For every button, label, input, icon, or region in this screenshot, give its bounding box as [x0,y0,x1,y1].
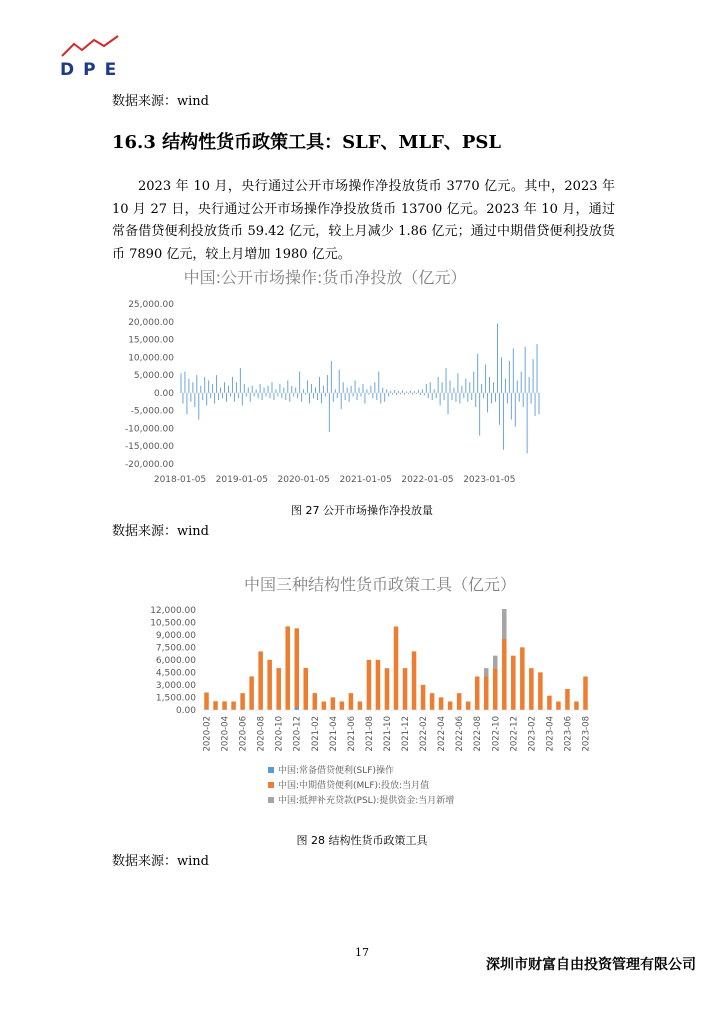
figure-caption: 图 27 公开市场操作净投放量 [291,504,433,517]
stacked-bar-segment [547,696,552,710]
y-tick-label: 4,500.00 [155,668,196,679]
y-tick-label: 7,500.00 [155,643,196,654]
stacked-bar-segment [349,693,354,710]
page-number: 17 [355,946,369,959]
x-tick-label: 2022-01-05 [401,475,454,485]
y-tick-label: 6,000.00 [155,656,196,666]
stacked-bar-segment [484,668,489,676]
stacked-bar-segment [285,626,290,709]
stacked-bar-segment [529,668,534,710]
x-tick-label: 2021-10 [382,716,393,752]
x-tick-label: 2022-08 [473,716,484,752]
y-tick-label: 25,000.00 [128,300,174,310]
stacked-bar-segment [502,639,507,710]
stacked-bar-segment [493,656,498,669]
stacked-bar-segment [258,651,263,709]
stacked-bar-segment [403,668,408,710]
legend-swatch [268,767,274,773]
x-tick-label: 2021-12 [401,716,412,752]
chart-title: 中国:公开市场操作:货币净投放（亿元） [183,268,467,287]
stacked-bar-segment [249,676,254,709]
stacked-bar-segment [222,701,227,709]
stacked-bar-segment [276,668,281,710]
stacked-bar-segment [421,685,426,710]
x-tick-label: 2020-12 [292,716,303,752]
stacked-bar-segment [294,628,299,707]
x-tick-label: 2022-12 [509,716,520,752]
x-tick-label: 2023-06 [563,716,574,752]
legend-label: 中国:中期借贷便利(MLF):投放:当月值 [278,781,430,791]
y-tick-label: 10,500.00 [150,618,196,629]
x-tick-label: 2020-08 [256,716,267,752]
stacked-bar-segment [457,693,462,710]
paragraph-text: 2023 年 10 月，央行通过公开市场操作净投放货币 3770 亿元。其中，2023 年 10 月 27 日，央行通过公开市场操作净投放货币 13700 亿元。2023 年 10 月，通过常备借贷便利投放货币 59.42 亿元，较上月减少 1.86 亿元；通过中期借贷便利投放货币 7890 亿元，较上月增加 1980 亿元。 [112,179,615,262]
legend-label: 中国:常备借贷便利(SLF)操作 [278,766,394,776]
stacked-bar-segment [231,702,236,710]
x-tick-label: 2023-08 [581,716,592,752]
stacked-bar-segment [502,609,507,639]
x-tick-label: 2020-06 [238,716,249,752]
company-name: 深圳市财富自由投资管理有限公司 [486,957,696,973]
y-tick-label: -5,000.00 [130,406,174,417]
stacked-bar-segment [484,677,489,710]
x-tick-label: 2022-04 [437,716,448,752]
stacked-bar-segment [385,668,390,710]
x-tick-label: 2022-06 [455,716,466,752]
x-tick-label: 2023-01-05 [463,475,516,485]
stacked-bar-segment [538,672,543,710]
y-tick-label: 10,000.00 [128,353,174,364]
body-paragraph [112,176,615,266]
stacked-bar-segment [511,656,516,710]
stacked-bar-segment [204,693,209,710]
y-tick-label: 5,000.00 [133,371,174,382]
x-tick-label: 2021-06 [346,716,357,752]
stacked-bar-segment [322,702,327,710]
structural-tools-chart [110,568,610,823]
stacked-bar-segment [430,693,435,710]
stacked-bar-segment [376,660,381,710]
stacked-bar-segment [294,708,299,711]
stacked-bar-segment [358,702,363,710]
y-tick-label: 0.00 [153,388,174,399]
logo-text: DPE [60,60,126,80]
stacked-bar-segment [466,702,471,710]
y-tick-label: 12,000.00 [150,606,196,616]
stacked-bar-segment [313,693,318,710]
stacked-bar-segment [574,702,579,710]
y-tick-label: 3,000.00 [155,681,196,691]
legend-swatch [268,782,274,788]
y-tick-label: 9,000.00 [155,631,196,641]
stacked-bar-segment [267,660,272,710]
stacked-bar-segment [240,693,245,710]
x-tick-label: 2023-04 [545,716,556,752]
net-injection-chart [110,258,560,488]
x-tick-label: 2019-01-05 [215,475,268,485]
stacked-bar-segment [304,668,309,710]
x-tick-label: 2020-04 [220,716,231,752]
stacked-bar-segment [583,677,588,710]
figure-caption: 图 28 结构性货币政策工具 [296,834,428,847]
stacked-bar-segment [493,668,498,710]
y-tick-label: 15,000.00 [128,335,174,346]
stacked-bar-segment [520,647,525,710]
legend-swatch [268,797,274,803]
legend-label: 中国:抵押补充贷款(PSL):提供资金:当月新增 [278,796,455,806]
y-tick-label: 20,000.00 [128,317,174,328]
x-tick-label: 2021-04 [328,716,339,752]
x-tick-label: 2022-02 [419,716,430,752]
stacked-bar-segment [394,627,399,710]
stacked-bar-segment [412,651,417,709]
x-tick-label: 2022-10 [491,716,502,752]
x-tick-label: 2021-02 [310,716,321,752]
logo-swoosh-icon [60,34,122,60]
data-source-label: 数据来源：wind [112,94,209,109]
x-tick-label: 2020-01-05 [277,475,330,485]
x-tick-label: 2021-08 [364,716,375,752]
stacked-bar-segment [331,697,336,710]
y-tick-label: 1,500.00 [155,693,196,704]
stacked-bar-segment [475,677,480,710]
stacked-bar-segment [556,702,561,710]
x-tick-label: 2023-02 [527,716,538,752]
x-tick-label: 2020-02 [202,716,213,752]
stacked-bar-segment [565,689,570,710]
x-tick-label: 2021-01-05 [339,475,392,485]
x-tick-label: 2018-01-05 [153,475,207,485]
chart-title: 中国三种结构性货币政策工具（亿元） [243,575,517,594]
x-tick-label: 2020-10 [274,716,285,752]
y-tick-label: -15,000.00 [124,442,174,453]
stacked-bar-segment [439,697,444,710]
y-tick-label: -10,000.00 [124,424,174,435]
stacked-bar-segment [367,660,372,710]
stacked-bar-segment [213,701,218,709]
y-tick-label: -20,000.00 [124,460,174,470]
y-tick-label: 0.00 [175,706,196,716]
stacked-bar-segment [340,702,345,710]
stacked-bar-segment [448,702,453,710]
section-title: 16.3 结构性货币政策工具：SLF、MLF、PSL [112,132,502,153]
data-source-label: 数据来源：wind [112,854,209,869]
data-source-label: 数据来源：wind [112,524,209,539]
